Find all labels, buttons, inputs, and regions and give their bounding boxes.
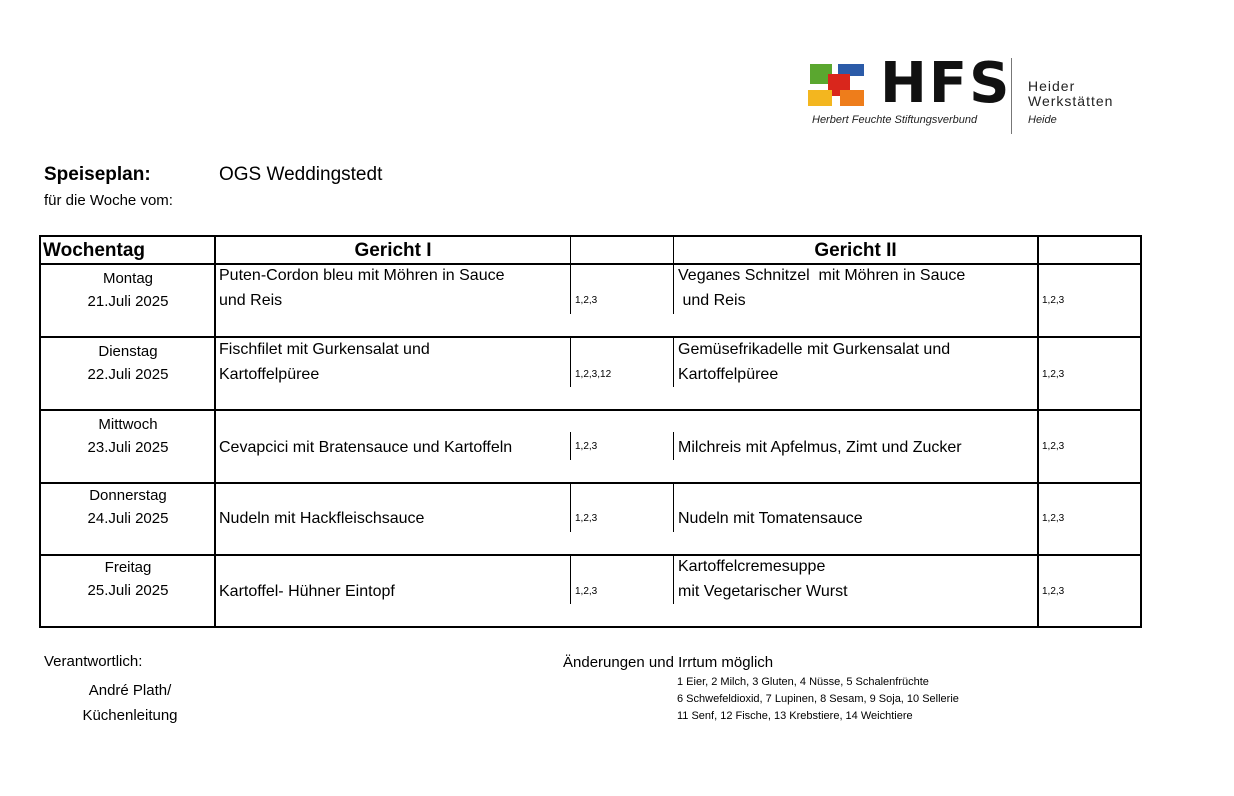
dish1-allergen-codes: 1,2,3	[575, 441, 598, 452]
logo-right-line3: Heide	[1028, 114, 1057, 126]
menu-plan-label: Speiseplan:	[44, 164, 151, 185]
change-note: Änderungen und Irrtum möglich	[563, 654, 774, 671]
weekday-date: 22.Juli 2025	[87, 366, 169, 383]
dish1-allergen-codes: 1,2,3,12	[575, 369, 612, 380]
dish2-allergen-codes: 1,2,3	[1042, 513, 1065, 524]
row-divider	[39, 336, 1142, 338]
column-divider	[570, 432, 571, 460]
column-divider	[673, 264, 674, 314]
logo-right-line2: Werkstätten	[1028, 93, 1114, 109]
weekday-date: 21.Juli 2025	[87, 293, 169, 310]
week-label: für die Woche vom:	[44, 192, 173, 209]
allergen-line: 1 Eier, 2 Milch, 3 Gluten, 4 Nüsse, 5 Schalenfrüchte	[677, 676, 929, 688]
row-divider	[39, 263, 1142, 265]
table-border-top	[39, 235, 1142, 237]
table-row-day	[41, 340, 215, 386]
column-divider	[570, 556, 571, 604]
row-divider	[39, 554, 1142, 556]
header-dish1: Gericht I	[354, 240, 432, 261]
dish2-allergen-codes: 1,2,3	[1042, 586, 1065, 597]
logo-right-line1: Heider	[1028, 78, 1076, 94]
dish2-text: Veganes Schnitzel mit Möhren in Sauce und Reis	[678, 267, 966, 309]
weekday-name: Dienstag	[98, 343, 158, 360]
table-border-bottom	[39, 626, 1142, 628]
header-dish2: Gericht II	[814, 240, 897, 261]
allergen-legend	[677, 674, 959, 725]
responsible-name-line1: André Plath/	[88, 682, 172, 699]
table-row-day	[41, 413, 215, 459]
dish2-text: Gemüsefrikadelle mit Gurkensalat und Kartoffelpüree	[678, 341, 951, 383]
dish1-text: Cevapcici mit Bratensauce und Kartoffeln	[219, 439, 513, 456]
weekday-date: 24.Juli 2025	[87, 510, 169, 527]
dish2-text: Nudeln mit Tomatensauce	[678, 510, 863, 527]
column-divider	[673, 484, 674, 532]
allergen-line: 6 Schwefeldioxid, 7 Lupinen, 8 Sesam, 9 Soja, 10 Sellerie	[677, 693, 959, 705]
column-divider	[673, 235, 674, 264]
logo-brand: HFS	[880, 51, 1012, 116]
menu-table	[39, 235, 1142, 628]
weekday-name: Donnerstag	[89, 487, 167, 504]
dish1-text: Kartoffel- Hühner Eintopf	[219, 583, 395, 600]
dish1-text: Nudeln mit Hackfleischsauce	[219, 510, 425, 527]
weekday-date: 23.Juli 2025	[87, 439, 169, 456]
column-divider	[570, 235, 571, 264]
hfs-logo	[808, 51, 1128, 138]
responsible-name	[60, 678, 200, 728]
column-divider	[214, 235, 216, 628]
school-name: OGS Weddingstedt	[219, 164, 383, 185]
row-divider	[39, 409, 1142, 411]
allergen-line: 11 Senf, 12 Fische, 13 Krebstiere, 14 Weichtiere	[677, 710, 913, 722]
dish2-text: Kartoffelcremesuppe mit Vegetarischer Wurst	[678, 558, 848, 600]
dish1-allergen-codes: 1,2,3	[575, 295, 598, 306]
dish2-allergen-codes: 1,2,3	[1042, 295, 1065, 306]
table-row-day	[41, 484, 215, 530]
weekday-name: Montag	[102, 270, 154, 287]
dish1-text: Fischfilet mit Gurkensalat und Kartoffelpüree	[219, 341, 430, 383]
column-divider	[570, 337, 571, 387]
row-divider	[39, 482, 1142, 484]
dish2-allergen-codes: 1,2,3	[1042, 441, 1065, 452]
responsible-name-line2: Küchenleitung	[82, 707, 178, 724]
column-divider	[673, 337, 674, 387]
column-divider	[570, 264, 571, 314]
dish1-text: Puten-Cordon bleu mit Möhren in Sauce und Reis	[219, 267, 505, 309]
column-divider	[1037, 235, 1039, 628]
column-divider	[673, 432, 674, 460]
table-border-right	[1140, 235, 1142, 628]
column-divider	[570, 484, 571, 532]
responsible-label: Verantwortlich:	[44, 653, 143, 670]
header-weekday: Wochentag	[43, 240, 146, 261]
weekday-name: Freitag	[104, 559, 152, 576]
logo-squares-icon	[808, 64, 868, 108]
dish2-text: Milchreis mit Apfelmus, Zimt und Zucker	[678, 439, 962, 456]
dish2-allergen-codes: 1,2,3	[1042, 369, 1065, 380]
logo-tagline: Herbert Feuchte Stiftungsverbund	[812, 114, 978, 126]
table-row-day	[41, 556, 215, 602]
column-divider	[673, 556, 674, 604]
dish1-allergen-codes: 1,2,3	[575, 513, 598, 524]
table-border-left	[39, 235, 41, 628]
weekday-date: 25.Juli 2025	[87, 582, 169, 599]
table-row-day	[41, 267, 215, 313]
weekday-name: Mittwoch	[98, 416, 158, 433]
logo-divider	[1011, 58, 1012, 134]
dish1-allergen-codes: 1,2,3	[575, 586, 598, 597]
